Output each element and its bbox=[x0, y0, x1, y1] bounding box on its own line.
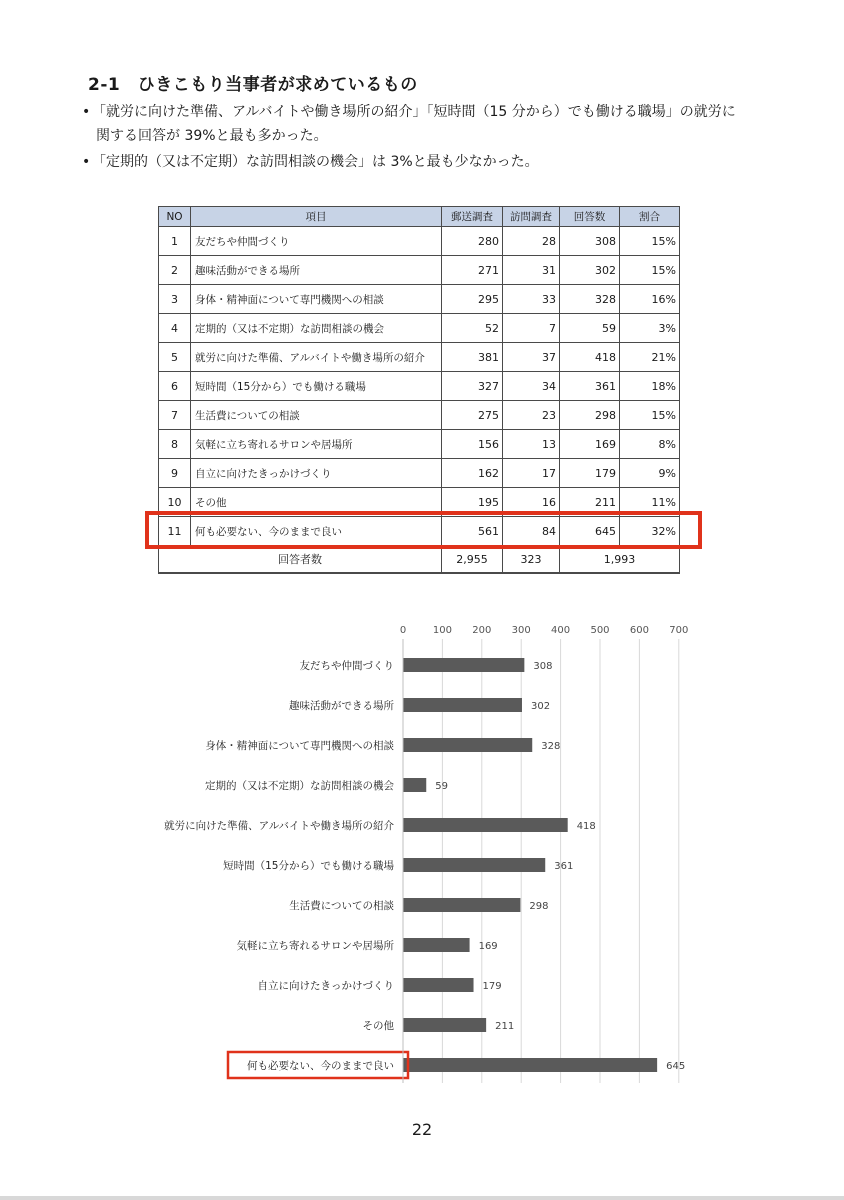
category-label: 趣味活動ができる場所 bbox=[289, 700, 394, 712]
cell-total: 179 bbox=[560, 459, 620, 488]
bar bbox=[403, 978, 474, 992]
data-label: 179 bbox=[482, 981, 502, 992]
cell-no: 10 bbox=[159, 488, 191, 517]
cell-ratio: 21% bbox=[620, 343, 680, 372]
bullet-point-2 bbox=[82, 150, 812, 174]
data-label: 59 bbox=[435, 781, 448, 792]
cell-item: 気軽に立ち寄れるサロンや居場所 bbox=[191, 430, 442, 459]
cell-ratio: 18% bbox=[620, 372, 680, 401]
bar bbox=[403, 738, 532, 752]
data-label: 361 bbox=[554, 861, 574, 872]
cell-mail: 195 bbox=[442, 488, 503, 517]
cell-item: 自立に向けたきっかけづくり bbox=[191, 459, 442, 488]
bar bbox=[403, 1058, 657, 1072]
cell-mail: 162 bbox=[442, 459, 503, 488]
cell-visit: 31 bbox=[503, 256, 560, 285]
bullet-2-line-1: 「定期的（又は不定期）な訪問相談の機会」は 3%と最も少なかった。 bbox=[92, 154, 539, 170]
cell-total: 211 bbox=[560, 488, 620, 517]
bar bbox=[403, 658, 524, 672]
header-item: 項目 bbox=[191, 207, 442, 227]
cell-no: 1 bbox=[159, 227, 191, 256]
cell-ratio: 11% bbox=[620, 488, 680, 517]
bar bbox=[403, 1018, 486, 1032]
cell-total: 169 bbox=[560, 430, 620, 459]
cell-no: 8 bbox=[159, 430, 191, 459]
cell-item: 趣味活動ができる場所 bbox=[191, 256, 442, 285]
cell-item: 定期的（又は不定期）な訪問相談の機会 bbox=[191, 314, 442, 343]
table-total-row bbox=[159, 546, 680, 574]
x-tick-label: 300 bbox=[511, 625, 531, 636]
bar bbox=[403, 698, 522, 712]
cell-item: その他 bbox=[191, 488, 442, 517]
section-heading: 2-1 ひきこもり当事者が求めているもの bbox=[88, 75, 418, 95]
x-tick-label: 700 bbox=[669, 625, 689, 636]
header-mail-survey: 郵送調査 bbox=[442, 207, 503, 227]
cell-mail: 295 bbox=[442, 285, 503, 314]
category-label: 身体・精神面について専門機関への相談 bbox=[205, 740, 394, 752]
data-label: 302 bbox=[530, 701, 551, 712]
cell-visit: 17 bbox=[503, 459, 560, 488]
cell-ratio: 3% bbox=[620, 314, 680, 343]
x-tick-label: 600 bbox=[629, 625, 649, 636]
total-label: 回答者数 bbox=[159, 546, 442, 574]
page-bottom-divider bbox=[0, 1196, 844, 1200]
cell-total: 645 bbox=[560, 517, 620, 546]
cell-item: 短時間（15分から）でも働ける職場 bbox=[191, 372, 442, 401]
page-number: 22 bbox=[411, 1120, 433, 1139]
cell-ratio: 8% bbox=[620, 430, 680, 459]
cell-visit: 37 bbox=[503, 343, 560, 372]
data-label: 328 bbox=[541, 741, 561, 752]
x-tick-label: 400 bbox=[551, 625, 571, 636]
cell-no: 6 bbox=[159, 372, 191, 401]
cell-total: 302 bbox=[560, 256, 620, 285]
table-row bbox=[159, 430, 680, 459]
table-row bbox=[159, 314, 680, 343]
table-row bbox=[159, 227, 680, 256]
category-label: 気軽に立ち寄れるサロンや居場所 bbox=[236, 940, 394, 952]
cell-no: 7 bbox=[159, 401, 191, 430]
total-answers: 1,993 bbox=[560, 546, 680, 574]
cell-ratio: 32% bbox=[620, 517, 680, 546]
bar-chart bbox=[0, 615, 844, 1085]
x-tick-label: 500 bbox=[590, 625, 610, 636]
bullet-1-line-2: 関する回答が 39%と最も多かった。 bbox=[96, 128, 328, 144]
cell-no: 3 bbox=[159, 285, 191, 314]
cell-ratio: 15% bbox=[620, 256, 680, 285]
cell-ratio: 16% bbox=[620, 285, 680, 314]
cell-ratio: 9% bbox=[620, 459, 680, 488]
category-label: 何も必要ない、今のままで良い bbox=[247, 1060, 394, 1072]
cell-mail: 561 bbox=[442, 517, 503, 546]
table-header-row bbox=[159, 207, 680, 227]
bar bbox=[403, 778, 426, 792]
cell-total: 418 bbox=[560, 343, 620, 372]
cell-total: 328 bbox=[560, 285, 620, 314]
cell-mail: 271 bbox=[442, 256, 503, 285]
cell-ratio: 15% bbox=[620, 227, 680, 256]
table-row bbox=[159, 256, 680, 285]
table-row bbox=[159, 343, 680, 372]
cell-visit: 34 bbox=[503, 372, 560, 401]
data-label: 308 bbox=[533, 661, 553, 672]
cell-ratio: 15% bbox=[620, 401, 680, 430]
cell-item: 就労に向けた準備、アルバイトや働き場所の紹介 bbox=[191, 343, 442, 372]
cell-total: 361 bbox=[560, 372, 620, 401]
category-label: 友だちや仲間づくり bbox=[299, 660, 394, 672]
total-visit: 323 bbox=[503, 546, 560, 574]
total-mail: 2,955 bbox=[442, 546, 503, 574]
cell-mail: 327 bbox=[442, 372, 503, 401]
bullet-1-line-1: 「就労に向けた準備、アルバイトや働き場所の紹介」「短時間（15 分から）でも働ける職場」の就労に bbox=[92, 104, 736, 120]
category-label: 生活費についての相談 bbox=[289, 900, 394, 912]
cell-visit: 23 bbox=[503, 401, 560, 430]
cell-item: 友だちや仲間づくり bbox=[191, 227, 442, 256]
table-row bbox=[159, 285, 680, 314]
x-tick-label: 200 bbox=[472, 625, 492, 636]
table-row bbox=[159, 372, 680, 401]
header-ratio: 割合 bbox=[620, 207, 680, 227]
cell-total: 308 bbox=[560, 227, 620, 256]
bar bbox=[403, 898, 520, 912]
bullet-mark: • bbox=[82, 104, 91, 120]
cell-visit: 13 bbox=[503, 430, 560, 459]
cell-mail: 280 bbox=[442, 227, 503, 256]
data-label: 418 bbox=[576, 821, 596, 832]
x-tick-label: 0 bbox=[399, 625, 407, 636]
cell-visit: 84 bbox=[503, 517, 560, 546]
header-no: NO bbox=[159, 207, 191, 227]
cell-no: 4 bbox=[159, 314, 191, 343]
bullet-mark: • bbox=[82, 154, 91, 170]
data-label: 211 bbox=[495, 1021, 515, 1032]
x-tick-label: 100 bbox=[432, 625, 452, 636]
category-label: 自立に向けたきっかけづくり bbox=[257, 980, 394, 992]
cell-no: 9 bbox=[159, 459, 191, 488]
bar bbox=[403, 818, 568, 832]
category-label: 短時間（15分から）でも働ける職場 bbox=[223, 860, 394, 872]
table-row bbox=[159, 459, 680, 488]
cell-visit: 7 bbox=[503, 314, 560, 343]
bar bbox=[403, 938, 470, 952]
cell-item: 何も必要ない、今のままで良い bbox=[191, 517, 442, 546]
cell-visit: 33 bbox=[503, 285, 560, 314]
cell-no: 2 bbox=[159, 256, 191, 285]
data-label: 298 bbox=[529, 901, 549, 912]
cell-visit: 16 bbox=[503, 488, 560, 517]
cell-mail: 156 bbox=[442, 430, 503, 459]
cell-mail: 52 bbox=[442, 314, 503, 343]
category-label: 定期的（又は不定期）な訪問相談の機会 bbox=[205, 780, 394, 792]
cell-mail: 381 bbox=[442, 343, 503, 372]
category-label: その他 bbox=[362, 1020, 394, 1032]
category-label: 就労に向けた準備、アルバイトや働き場所の紹介 bbox=[164, 820, 394, 832]
bullet-point-1 bbox=[82, 100, 812, 148]
cell-total: 59 bbox=[560, 314, 620, 343]
cell-no: 5 bbox=[159, 343, 191, 372]
cell-item: 身体・精神面について専門機関への相談 bbox=[191, 285, 442, 314]
table-highlight-box bbox=[145, 511, 702, 549]
cell-no: 11 bbox=[159, 517, 191, 546]
cell-total: 298 bbox=[560, 401, 620, 430]
header-answer-count: 回答数 bbox=[560, 207, 620, 227]
cell-visit: 28 bbox=[503, 227, 560, 256]
cell-mail: 275 bbox=[442, 401, 503, 430]
bar bbox=[403, 858, 545, 872]
header-visit-survey: 訪問調査 bbox=[503, 207, 560, 227]
data-label: 169 bbox=[478, 941, 498, 952]
cell-item: 生活費についての相談 bbox=[191, 401, 442, 430]
data-label: 645 bbox=[666, 1061, 686, 1072]
table-row bbox=[159, 401, 680, 430]
